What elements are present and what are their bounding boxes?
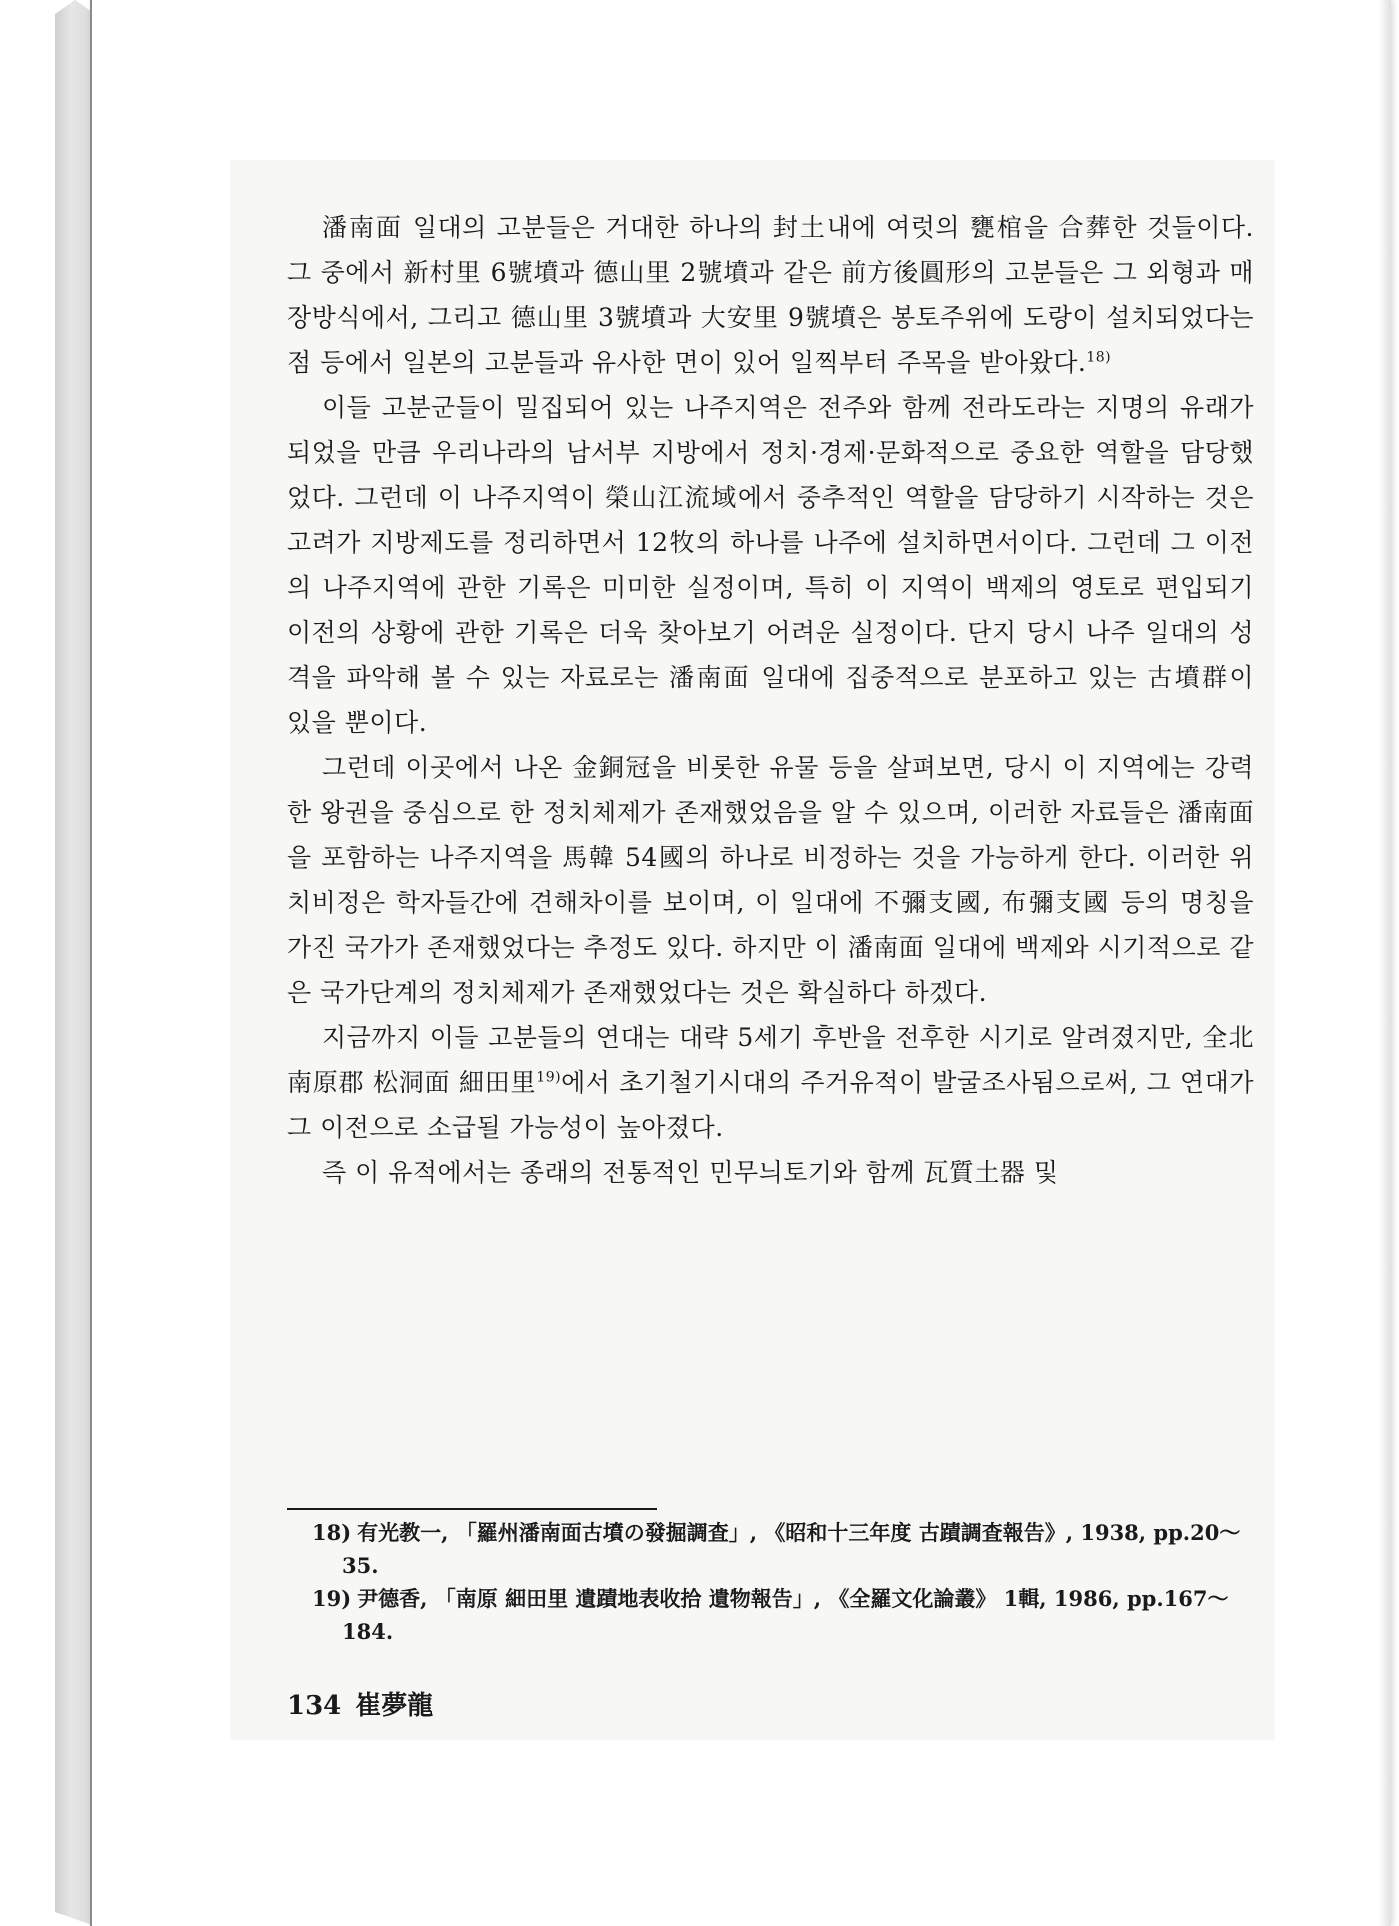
paragraph-5: [287, 1150, 1254, 1195]
footnote-ref-18: 18): [1086, 349, 1112, 366]
paragraph-1: [287, 205, 1254, 385]
footnotes: [312, 1516, 1262, 1648]
paragraph-4-text-b: 에서 초기철기시대의 주거유적이 발굴조사됨으로써, 그 연대가 그 이전으로 소급될 가능성이 높아졌다.: [287, 1068, 1254, 1142]
paragraph-4: [287, 1015, 1254, 1150]
footnote-text: 有光教一, 「羅州潘南面古墳の發掘調査」, 《昭和十三年度 古蹟調査報告》, 1938, pp.20～35.: [342, 1520, 1241, 1578]
running-author: 崔夢龍: [355, 1691, 434, 1721]
body-text: [287, 205, 1254, 1195]
footnote-19: [312, 1582, 1262, 1648]
footnote-18: [312, 1516, 1262, 1582]
footnote-divider: [287, 1508, 657, 1510]
paragraph-2: [287, 385, 1254, 745]
footnote-number: 19): [312, 1586, 352, 1611]
footnote-number: 18): [312, 1520, 352, 1545]
footnote-text: 尹德香, 「南原 細田里 遺蹟地表收拾 遺物報告」, 《全羅文化論叢》 1輯, 1986, pp.167～184.: [342, 1586, 1229, 1644]
paragraph-1-text: 潘南面 일대의 고분들은 거대한 하나의 封土내에 여럿의 甕棺을 合葬한 것들이다. 그 중에서 新村里 6號墳과 德山里 2號墳과 같은 前方後圓形의 고분들은 그 외형과 매장방식에서, 그리고 德山里 3號墳과 大安里 9號墳은 봉토주위에 도랑이 설치되었다는 점 등에서 일본의 고분들과 유사한 면이 있어 일찍부터 주목을 받아왔다.: [287, 213, 1254, 377]
page-folio: [287, 1685, 447, 1722]
paragraph-3-text: 그런데 이곳에서 나온 金銅冠을 비롯한 유물 등을 살펴보면, 당시 이 지역에는 강력한 왕권을 중심으로 한 정치체제가 존재했었음을 알 수 있으며, 이러한 자료들은 潘南面을 포함하는 나주지역을 馬韓 54國의 하나로 비정하는 것을 가능하게 한다. 이러한 위치비정은 학자들간에 견해차이를 보이며, 이 일대에 不彌支國, 布彌支國 등의 명칭을 가진 국가가 존재했었다는 추정도 있다. 하지만 이 潘南面 일대에 백제와 시기적으로 같은 국가단계의 정치체제가 존재했었다는 것은 확실하다 하겠다.: [287, 753, 1254, 1007]
paragraph-5-text: 즉 이 유적에서는 종래의 전통적인 민무늬토기와 함께 瓦質土器 및: [322, 1158, 1059, 1187]
paragraph-4-text-a: 지금까지 이들 고분들의 연대는 대략 5세기 후반을 전후한 시기로 알려졌지만, 全北 南原郡 松洞面 細田里: [287, 1023, 1254, 1097]
book-edge: [55, 0, 95, 1926]
page-shadow: [1379, 0, 1391, 1926]
footnote-ref-19: 19): [536, 1069, 562, 1086]
page-number: 134: [287, 1691, 342, 1721]
paragraph-2-text: 이들 고분군들이 밀집되어 있는 나주지역은 전주와 함께 전라도라는 지명의 유래가 되었을 만큼 우리나라의 남서부 지방에서 정치·경제·문화적으로 중요한 역할을 담당했었다. 그런데 이 나주지역이 榮山江流域에서 중추적인 역할을 담당하기 시작하는 것은 고려가 지방제도를 정리하면서 12牧의 하나를 나주에 설치하면서이다. 그런데 그 이전의 나주지역에 관한 기록은 미미한 실정이며, 특히 이 지역이 백제의 영토로 편입되기 이전의 상황에 관한 기록은 더욱 찾아보기 어려운 실정이다. 단지 당시 나주 일대의 성격을 파악해 볼 수 있는 자료로는 潘南面 일대에 집중적으로 분포하고 있는 古墳群이 있을 뿐이다.: [287, 393, 1254, 737]
paragraph-3: [287, 745, 1254, 1015]
